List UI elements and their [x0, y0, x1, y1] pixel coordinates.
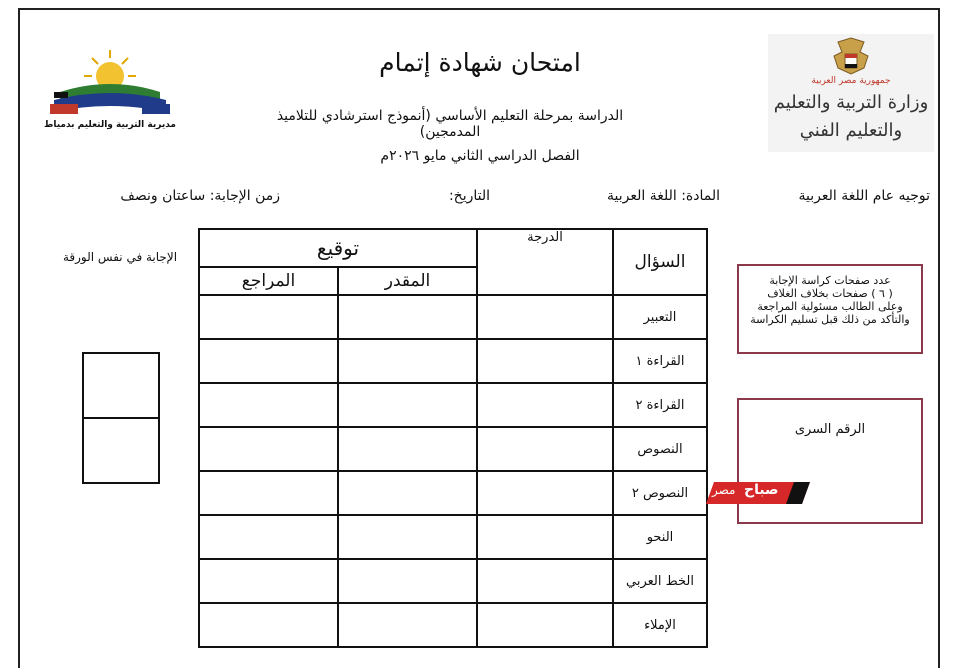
answer-note: الإجابة في نفس الورقة	[62, 250, 178, 264]
directorate-logo	[40, 42, 180, 138]
reviewer-cell[interactable]	[199, 339, 338, 383]
reviewer-cell[interactable]	[199, 383, 338, 427]
assessor-cell[interactable]	[338, 295, 477, 339]
grade-cell[interactable]	[477, 515, 613, 559]
question-header: السؤال	[613, 229, 707, 295]
watermark-brand2: مصر	[712, 483, 736, 497]
table-row	[199, 515, 707, 559]
date-label: التاريخ:	[448, 188, 490, 204]
grade-cell[interactable]	[477, 559, 613, 603]
exam-term: الفصل الدراسي الثاني مايو ٢٠٢٦م	[380, 148, 580, 164]
assessor-cell[interactable]	[338, 603, 477, 647]
subject-label: المادة: اللغة العربية	[606, 188, 720, 204]
grade-cell[interactable]	[477, 471, 613, 515]
ministry-country: جمهورية مصر العربية	[811, 76, 891, 86]
table-row	[199, 339, 707, 383]
instructions-line: والتأكد من ذلك قبل تسليم الكراسة	[750, 313, 910, 326]
question-label: الخط العربي	[613, 559, 707, 603]
assessor-cell[interactable]	[338, 339, 477, 383]
instructions-box	[737, 264, 923, 354]
table-row	[199, 295, 707, 339]
reviewer-cell[interactable]	[199, 559, 338, 603]
table-row	[199, 427, 707, 471]
reviewer-cell[interactable]	[199, 515, 338, 559]
directorate-book-sun-icon	[40, 42, 180, 122]
table-row	[199, 471, 707, 515]
question-label: النصوص	[613, 427, 707, 471]
grades-table	[198, 228, 708, 648]
exam-title: امتحان شهادة إتمام	[379, 48, 581, 77]
reviewer-header: المراجع	[199, 267, 338, 295]
ministry-logo	[768, 34, 934, 152]
grade-cell[interactable]	[477, 427, 613, 471]
secret-number-label: الرقم السرى	[794, 422, 866, 437]
reviewer-cell[interactable]	[199, 295, 338, 339]
question-label: النصوص ٢	[613, 471, 707, 515]
seat-number-boxes[interactable]	[82, 352, 160, 484]
instructions-line: عدد صفحات كراسة الإجابة	[769, 274, 891, 287]
ministry-name: وزارة التربية والتعليم	[773, 92, 929, 113]
grade-cell[interactable]	[477, 603, 613, 647]
box-divider	[84, 417, 158, 419]
grade-cell[interactable]	[477, 295, 613, 339]
question-label: الإملاء	[613, 603, 707, 647]
question-label: النحو	[613, 515, 707, 559]
reviewer-cell[interactable]	[199, 427, 338, 471]
grade-cell[interactable]	[477, 383, 613, 427]
table-row	[199, 559, 707, 603]
grade-header: الدرجة	[477, 229, 613, 295]
signature-header: توقيع	[199, 229, 477, 267]
ministry-sub: والتعليم الفني	[799, 120, 903, 141]
assessor-cell[interactable]	[338, 383, 477, 427]
question-label: القراءة ١	[613, 339, 707, 383]
supervision-label: توجيه عام اللغة العربية	[798, 188, 930, 204]
watermark-brand: صباح	[744, 482, 779, 498]
question-label: التعبير	[613, 295, 707, 339]
assessor-cell[interactable]	[338, 471, 477, 515]
instructions-line: وعلى الطالب مسئولية المراجعة	[757, 300, 903, 313]
exam-subtitle: الدراسة بمرحلة التعليم الأساسي (أنموذج استرشادي للتلاميذ المدمجين)	[276, 108, 624, 140]
assessor-cell[interactable]	[338, 427, 477, 471]
directorate-caption: مديرية التربية والتعليم بدمياط	[43, 120, 176, 130]
assessor-cell[interactable]	[338, 515, 477, 559]
assessor-cell[interactable]	[338, 559, 477, 603]
reviewer-cell[interactable]	[199, 603, 338, 647]
reviewer-cell[interactable]	[199, 471, 338, 515]
watermark-logo	[706, 480, 810, 506]
instructions-line: ( ٦ ) صفحات بخلاف الغلاف	[767, 287, 893, 300]
question-label: القراءة ٢	[613, 383, 707, 427]
duration-label: زمن الإجابة: ساعتان ونصف	[120, 188, 280, 204]
grade-cell[interactable]	[477, 339, 613, 383]
table-row	[199, 603, 707, 647]
table-row	[199, 383, 707, 427]
assessor-header: المقدر	[338, 267, 477, 295]
